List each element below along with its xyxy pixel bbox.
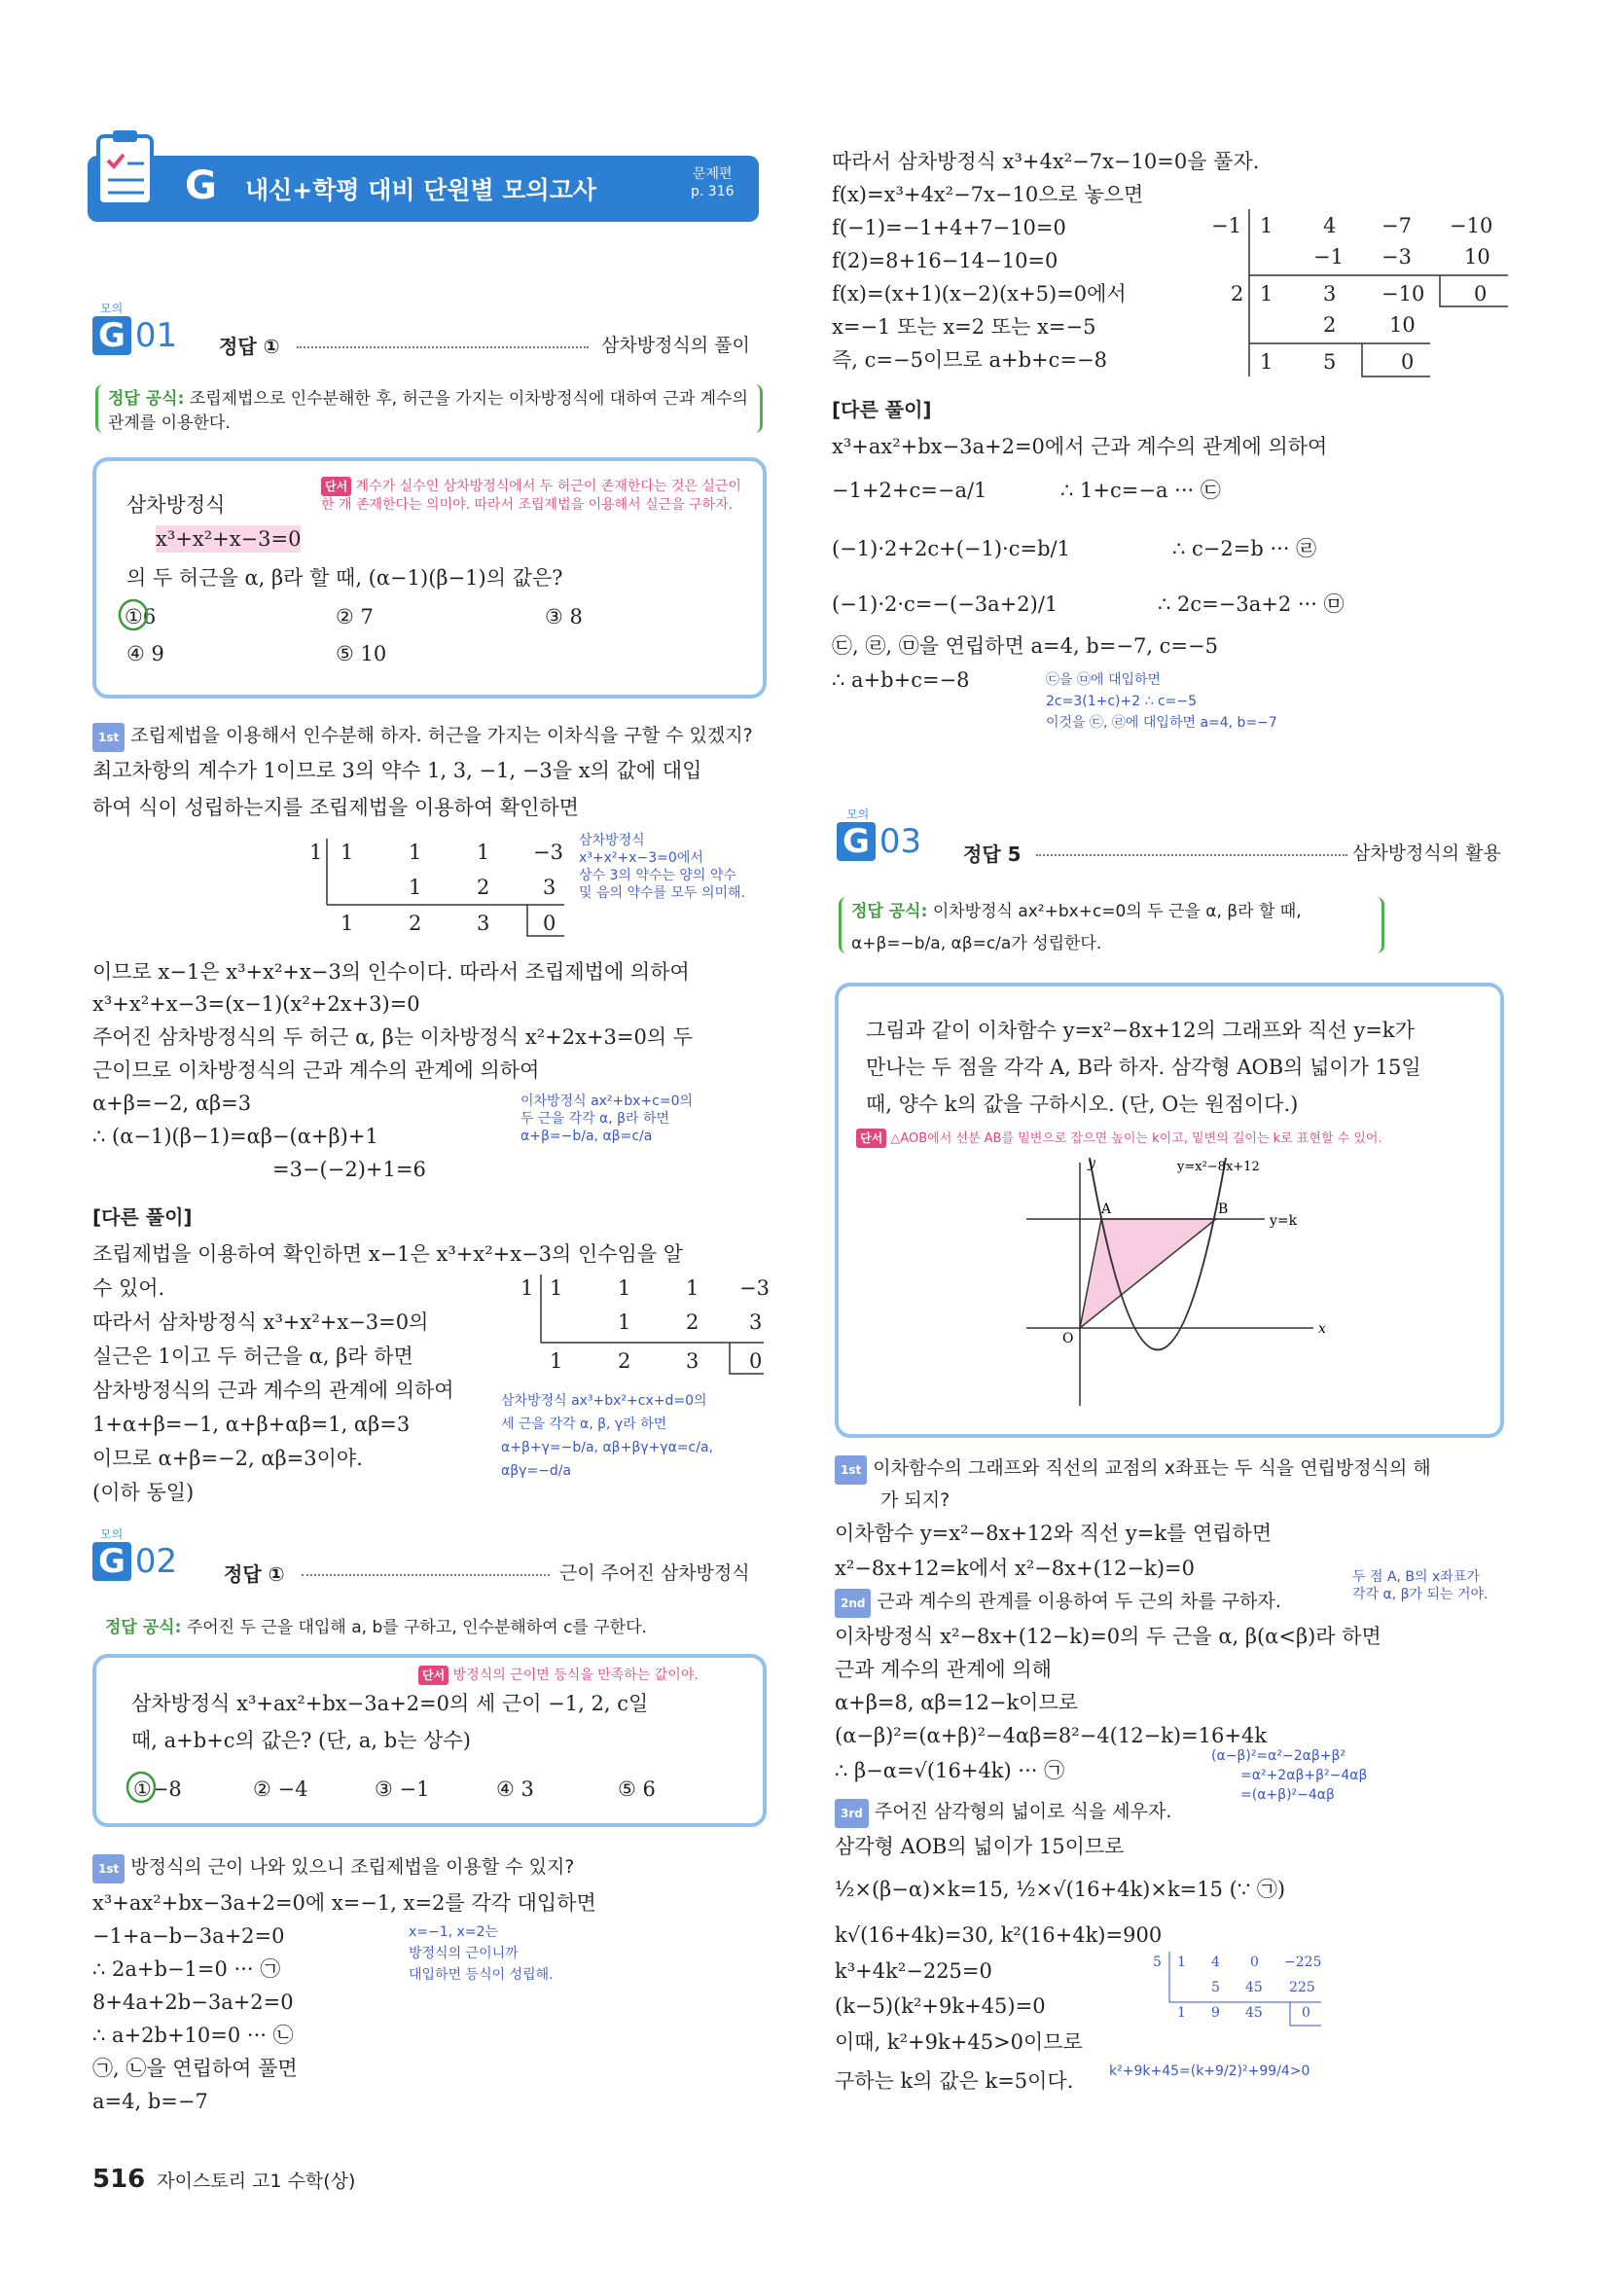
- dot-leader: [302, 1574, 550, 1576]
- q01-body2-4: α+β=−2, αβ=3: [92, 1092, 252, 1115]
- q03-body3-3: k³+4k²−225=0: [835, 1959, 992, 1983]
- q02-formula: 정답 공식: 주어진 두 근을 대입해 a, b를 구하고, 인수분해하여 c를 구한다.: [105, 1618, 647, 1637]
- q01-topic: 삼차방정식의 풀이: [601, 335, 750, 356]
- curve-label: y=x²−8x+12: [1177, 1160, 1260, 1174]
- q02-tag: 모의: [100, 1527, 124, 1541]
- q02-body-4: ∴ a+2b+10=0 ··· ㉡: [92, 2024, 294, 2047]
- q02-body-3: 8+4a+2b−3a+2=0: [92, 1991, 294, 2014]
- q01-q-line1: 삼차방정식: [126, 493, 226, 517]
- rt-alt-7: ㉢, ㉣, ㉤을 연립하면 a=4, b=−7, c=−5: [832, 634, 1218, 658]
- rt-line-6: 즉, c=−5이므로 a+b+c=−8: [832, 348, 1107, 372]
- q03-q-line1: 그림과 같이 이차함수 y=x²−8x+12의 그래프와 직선 y=k가: [866, 1019, 1415, 1042]
- q01-answer: 정답 ①: [219, 335, 280, 358]
- page-number: 516: [92, 2165, 146, 2194]
- q01-alt-6: 이므로 α+β=−2, αβ=3이야.: [92, 1447, 363, 1470]
- q02-q-line1: 삼차방정식 x³+ax²+bx−3a+2=0의 세 근이 −1, 2, c일: [131, 1692, 649, 1715]
- q01-body2-5: ∴ (α−1)(β−1)=αβ−(α+β)+1: [92, 1125, 378, 1148]
- rt-line-1: f(x)=x³+4x²−7x−10으로 놓으면: [832, 183, 1144, 206]
- q01-body2-3: 근이므로 이차방정식의 근과 계수의 관계에 의하여: [92, 1058, 540, 1082]
- origin-label: O: [1062, 1331, 1074, 1346]
- q01-choice-3[interactable]: ③ 8: [545, 605, 583, 628]
- q03-body1-0: 이차함수 y=x²−8x+12와 직선 y=k를 연립하면: [835, 1522, 1273, 1545]
- q01-body2-6: =3−(−2)+1=6: [272, 1158, 426, 1181]
- rt-alt-note: ㉢을 ㉤에 대입하면 2c=3(1+c)+2 ∴ c=−5 이것을 ㉢, ㉣에 대입하면 a=4, b=−7: [1046, 672, 1277, 731]
- q01-alt-5: 1+α+β=−1, α+β+αβ=1, αβ=3: [92, 1413, 411, 1436]
- rt-alt-6: ∴ 2c=−3a+2 ··· ㉤: [1158, 592, 1345, 616]
- q02-choice-5[interactable]: ⑤ 6: [618, 1777, 656, 1801]
- rt-alt-4: ∴ c−2=b ··· ㉣: [1172, 537, 1317, 560]
- rt-alt-0: x³+ax²+bx−3a+2=0에서 근과 계수의 관계에 의하여: [832, 435, 1328, 458]
- chapter-letter: G: [185, 163, 217, 208]
- q02-body-2: ∴ 2a+b−1=0 ··· ㉠: [92, 1957, 281, 1981]
- q03-body3-5: 이때, k²+9k+45>0이므로: [835, 2030, 1083, 2054]
- q03-body3-0: 삼각형 AOB의 넓이가 15이므로: [835, 1835, 1125, 1858]
- q03-body3-4: (k−5)(k²+9k+45)=0: [835, 1994, 1046, 2018]
- q03-number: G 03: [837, 822, 921, 861]
- q03-tag: 모의: [846, 807, 870, 821]
- q03-body2-2: α+β=8, αβ=12−k이므로: [835, 1691, 1079, 1714]
- q02-tip: 단서 방정식의 근이면 등식을 만족하는 값이야.: [418, 1666, 699, 1685]
- q01-number: G 01: [92, 316, 177, 355]
- q01-choice-1[interactable]: ①6: [125, 605, 157, 628]
- q02-step1: 1st 방정식의 근이 나와 있으니 조립제법을 이용할 수 있지?: [92, 1853, 574, 1883]
- clipboard-icon: [93, 126, 161, 214]
- q02-topic: 근이 주어진 삼차방정식: [559, 1562, 750, 1584]
- q03-body2-1: 근과 계수의 관계에 의해: [835, 1658, 1052, 1681]
- q01-alt-7: (이하 동일): [92, 1481, 195, 1504]
- triangle-aob: [1080, 1219, 1216, 1328]
- q03-note2: (α−β)²=α²−2αβ+β² =α²+2αβ+β²−4αβ =(α+β)²−4αβ: [1211, 1748, 1368, 1803]
- q01-alt-0: 조립제법을 이용하여 확인하면 x−1은 x³+x²+x−3의 인수임을 알: [92, 1242, 684, 1266]
- q01-choice-4[interactable]: ④ 9: [126, 642, 164, 665]
- q01-q-line2: x³+x²+x−3=0: [156, 527, 302, 551]
- y-axis-label: y: [1088, 1156, 1095, 1171]
- point-a-label: A: [1101, 1202, 1112, 1217]
- dot-leader: [1036, 854, 1347, 856]
- q01-step1: 1st 조립제법을 이용해서 인수분해 하자. 허근을 가지는 이차식을 구할 수 있겠지?: [92, 722, 753, 752]
- q03-answer: 정답 5: [963, 843, 1022, 866]
- q01-note2: 이차방정식 ax²+bx+c=0의 두 근을 각각 α, β라 하면 α+β=−b/a, αβ=c/a: [520, 1094, 694, 1144]
- q01-alt-note: 삼차방정식 ax³+bx²+cx+d=0의 세 근을 각각 α, β, γ라 하면 α+β+γ=−b/a, αβ+βγ+γα=c/a, αβγ=−d/a: [501, 1393, 713, 1479]
- q03-note1: 두 점 A, B의 x좌표가 각각 α, β가 되는 거야.: [1352, 1569, 1488, 1602]
- q03-step1-cont: 가 되지?: [880, 1489, 950, 1511]
- rt-alt-title: [다른 풀이]: [832, 398, 932, 421]
- q01-alt-2: 따라서 삼차방정식 x³+x²+x−3=0의: [92, 1310, 429, 1334]
- q01-alt-1: 수 있어.: [92, 1276, 165, 1300]
- q02-number: G 02: [92, 1542, 177, 1581]
- rt-alt-3: (−1)·2+2c+(−1)·c=b/1: [832, 537, 1070, 560]
- rt-alt-2: ∴ 1+c=−a ··· ㉢: [1060, 479, 1221, 502]
- q03-tip: 단서 △AOB에서 선분 AB를 밑변으로 잡으면 높이는 k이고, 밑변의 길이는 k로 표현할 수 있어.: [856, 1129, 1382, 1148]
- q01-q-line3: 의 두 허근을 α, β라 할 때, (α−1)(β−1)의 값은?: [126, 566, 563, 590]
- q03-body3-2: k√(16+4k)=30, k²(16+4k)=900: [835, 1923, 1163, 1947]
- book-title: 자이스토리 고1 수학(상): [157, 2170, 356, 2192]
- q03-body2-0: 이차방정식 x²−8x+(12−k)=0의 두 근을 α, β(α<β)라 하면: [835, 1625, 1381, 1648]
- chapter-ref: 문제편 p. 316: [691, 166, 735, 199]
- q01-alt-title: [다른 풀이]: [92, 1205, 193, 1229]
- rt-alt-5: (−1)·2·c=−(−3a+2)/1: [832, 592, 1058, 616]
- q01-alt-4: 삼차방정식의 근과 계수의 관계에 의하여: [92, 1379, 454, 1402]
- rt-line-2: f(−1)=−1+4+7−10=0: [832, 216, 1066, 239]
- rt-line-0: 따라서 삼차방정식 x³+4x²−7x−10=0을 풀자.: [832, 150, 1260, 173]
- x-axis-label: x: [1318, 1321, 1326, 1337]
- q01-tag: 모의: [100, 302, 124, 315]
- rt-line-3: f(2)=8+16−14−10=0: [832, 249, 1058, 272]
- q03-topic: 삼차방정식의 활용: [1352, 843, 1501, 864]
- q01-choice-5[interactable]: ⑤ 10: [336, 642, 387, 665]
- q02-choice-4[interactable]: ④ 3: [496, 1777, 534, 1801]
- rt-alt-1: −1+2+c=−a/1: [832, 479, 987, 502]
- q01-tip: 단서 계수가 실수인 삼차방정식에서 두 허근이 존재한다는 것은 실근이 한 개 존재한다는 의미야. 따라서 조립제법을 이용해서 실근을 구하자.: [321, 479, 741, 513]
- q03-formula: 정답 공식: 이차방정식 ax²+bx+c=0의 두 근을 α, β라 할 때, α+β=−b/a, αβ=c/a가 성립한다.: [839, 897, 1384, 953]
- q03-body2-3: (α−β)²=(α+β)²−4αβ=8²−4(12−k)=16+4k: [835, 1724, 1268, 1747]
- q03-step1: 1st 이차함수의 그래프와 직선의 교점의 x좌표는 두 식을 연립방정식의 해: [835, 1454, 1431, 1485]
- q03-body3-1: ½×(β−α)×k=15, ½×√(16+4k)×k=15 (∵ ㉠): [835, 1878, 1286, 1901]
- chapter-title: 내신+학평 대비 단원별 모의고사: [245, 176, 597, 204]
- q02-note: x=−1, x=2는 방정식의 근이니까 대입하면 등식이 성립해.: [409, 1924, 554, 1983]
- q02-body-6: a=4, b=−7: [92, 2090, 208, 2113]
- dot-leader: [297, 346, 589, 348]
- rt-alt-8: ∴ a+b+c=−8: [832, 668, 970, 692]
- q01-alt-3: 실근은 1이고 두 허근을 α, β라 하면: [92, 1345, 413, 1368]
- q03-step3: 3rd 주어진 삼각형의 넓이로 식을 세우자.: [835, 1798, 1171, 1828]
- q03-body1-1: x²−8x+12=k에서 x²−8x+(12−k)=0: [835, 1557, 1195, 1580]
- q01-body1-0: 최고차항의 계수가 1이므로 3의 약수 1, 3, −1, −3을 x의 값에 대입: [92, 759, 702, 782]
- q02-body-5: ㉠, ㉡을 연립하여 풀면: [92, 2057, 298, 2080]
- q02-choice-3[interactable]: ③ −1: [375, 1777, 430, 1801]
- q03-body2-4: ∴ β−α=√(16+4k) ··· ㉠: [835, 1759, 1065, 1782]
- rt-line-4: f(x)=(x+1)(x−2)(x+5)=0에서: [832, 282, 1127, 305]
- q02-choice-2[interactable]: ② −4: [253, 1777, 308, 1801]
- q03-body3-6: 구하는 k의 값은 k=5이다.: [835, 2069, 1074, 2093]
- q03-q-line3: 때, 양수 k의 값을 구하시오. (단, O는 원점이다.): [866, 1093, 1299, 1116]
- q03-step2: 2nd 근과 계수의 관계를 이용하여 두 근의 차를 구하자.: [835, 1588, 1281, 1618]
- q03-note3: k²+9k+45=(k+9/2)²+99/4>0: [1109, 2063, 1310, 2079]
- q01-synth-note: 삼차방정식 x³+x²+x−3=0에서 상수 3의 약수는 양의 약수 및 음의 약수를 모두 의미해.: [579, 833, 746, 901]
- q01-body2-2: 주어진 삼차방정식의 두 허근 α, β는 이차방정식 x²+2x+3=0의 두: [92, 1025, 694, 1049]
- q02-body-1: −1+a−b−3a+2=0: [92, 1924, 285, 1948]
- q03-graph: [1022, 1153, 1333, 1416]
- q01-body1-1: 하여 식이 성립하는지를 조립제법을 이용하여 확인하면: [92, 796, 579, 819]
- q02-body-0: x³+ax²+bx−3a+2=0에 x=−1, x=2를 각각 대입하면: [92, 1891, 596, 1915]
- q01-choice-2[interactable]: ② 7: [336, 605, 374, 628]
- answer-circle-icon: [125, 1770, 158, 1805]
- chapter-header: [88, 156, 759, 222]
- point-b-label: B: [1218, 1202, 1229, 1217]
- q03-q-line2: 만나는 두 점을 각각 A, B라 하자. 삼각형 AOB의 넓이가 15일: [866, 1056, 1421, 1079]
- q01-formula: 정답 공식: 조립제법으로 인수분해한 후, 허근을 가지는 이차방정식에 대하여 근과 계수의 관계를 이용한다.: [95, 384, 763, 433]
- answer-circle-icon: [117, 597, 150, 632]
- line-label: y=k: [1270, 1213, 1298, 1229]
- q02-choice-1[interactable]: ①−8: [133, 1777, 182, 1801]
- page-footer: [92, 2165, 355, 2194]
- q01-body2-1: x³+x²+x−3=(x−1)(x²+2x+3)=0: [92, 992, 420, 1016]
- q02-answer: 정답 ①: [224, 1562, 285, 1586]
- rt-line-5: x=−1 또는 x=2 또는 x=−5: [832, 315, 1096, 339]
- q02-q-line2: 때, a+b+c의 값은? (단, a, b는 상수): [131, 1729, 471, 1752]
- q01-body2-0: 이므로 x−1은 x³+x²+x−3의 인수이다. 따라서 조립제법에 의하여: [92, 960, 690, 984]
